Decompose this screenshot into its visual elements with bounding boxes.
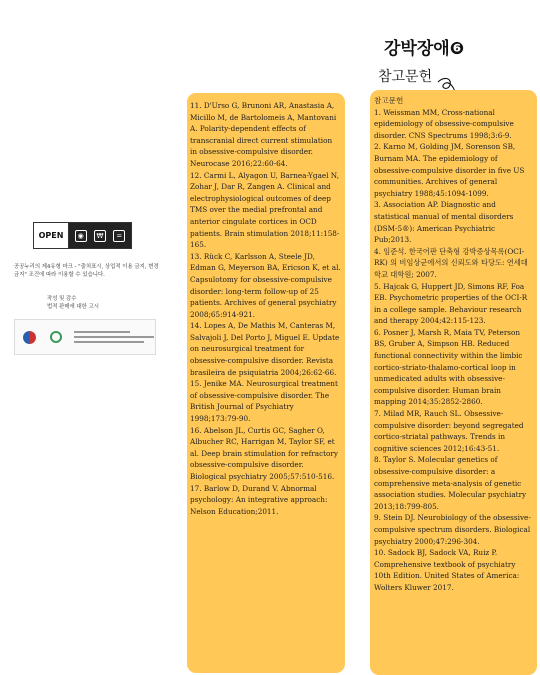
reference-item: 7. Milad MR, Rauch SL. Obsessive-compulsive disorder: beyond segregated cortico-striatal pathways. Trends in cognitive sciences 2012;16:43-51. (374, 409, 524, 453)
reference-item: 12. Carmi L, Alyagon U, Barnea-Ygael N, Zohar J, Dar R, Zangen A. Clinical and electrophysiological outcomes of deep TMS over the medial prefrontal and anterior cingulate cortices in OCD patients. Brain stimulation 2018;11:158-165. (190, 170, 340, 250)
page-title: 강박장애❻ (384, 39, 465, 59)
by-icon: ◉ (75, 230, 87, 242)
reference-item: 15. Jenike MA. Neurosurgical treatment of obsessive-compulsive disorder. The British Journal of Psychiatry 1998;173:79-90. (190, 379, 338, 424)
government-emblem-icon (23, 331, 36, 344)
reference-item: 8. Taylor S. Molecular genetics of obsessive-compulsive disorder: a comprehensive meta-analysis of genetic association studies. Molecular psychiatry 2013;18:799-805. (374, 455, 527, 511)
license-text: 공공누리의 제4유형 마크 - "출처표시, 상업적 이용 금지, 변경 금지" 조건에 따라 이용할 수 있습니다. (14, 264, 159, 278)
institution-seal-icon (50, 331, 62, 343)
kogl-badge (33, 222, 132, 249)
reference-item: 10. Sadock BJ, Sadock VA, Ruiz P. Comprehensive textbook of psychiatry 10th Edition. United States of America: Wolters Kluwer 2017. (374, 548, 520, 592)
references-card-left (187, 93, 345, 673)
nd-icon: = (113, 230, 125, 242)
reference-item: 5. Hajcak G, Huppert JD, Simons RF, Foa EB. Psychometric properties of the OCI-R in a college sample. Behaviour research and therapy 2004;42:115-123. (374, 281, 528, 326)
logo-caption-lines (74, 331, 154, 343)
reference-list-right (374, 107, 534, 594)
reference-item: 1. Weissman MM, Cross-national epidemiology of obsessive-compulsive disorder. CNS Spectrums 1998;3:6-9. (374, 107, 514, 140)
reference-item: 13. Rück C, Karlsson A, Steele JD, Edman G, Meyerson BA, Ericson K, et al. Capsulotomy for obsessive-compulsive disorder: long-term follow-up of 25 patients. Archives of general psychiatry 2008;65:914-921. (190, 251, 341, 319)
reference-item: 17. Barlow D, Durand V. Abnormal psychology: An integrative approach: Nelson Education;2011. (190, 483, 328, 516)
references-card-right (370, 90, 537, 675)
reference-item: 9. Stein DJ. Neurobiology of the obsessive-compulsive spectrum disorders. Biological psychiatry 2000;47:296-304. (374, 513, 531, 546)
reference-item: 4. 임준석. 한국어판 단축형 강박증상목록(OCI-RK) 의 비임상군에서의 신뢰도와 타당도: 연세대학교 대학원; 2007. (374, 246, 528, 279)
open-label: OPEN (34, 223, 69, 248)
license-icons (69, 223, 131, 248)
reference-list-left (190, 100, 341, 517)
references-heading: 참고문헌 (374, 96, 404, 105)
reference-item: 3. Association AP. Diagnostic and statistical manual of mental disorders (DSM-5®): American Psychiatric Pub;2013. (374, 200, 514, 245)
reference-item: 14. Lopes A, De Mathis M, Canteras M, Salvajoli J, Del Porto J, Miguel E. Update on neurosurgical treatment for obsessive-compulsive disorder. Revista brasileira de psiquiatria 2004;26:62-66. (190, 321, 340, 377)
authorship-label: 작성 및 감수 법적 판매에 대한 고시 (47, 296, 100, 310)
institution-logos (14, 319, 156, 355)
page-subtitle: 참고문헌 (378, 69, 433, 85)
license-block (14, 222, 164, 355)
nc-icon: ₩ (94, 230, 106, 242)
reference-item: 11. D'Urso G, Brunoni AR, Anastasia A, Micillo M, de Bartolomeis A, Mantovani A. Polarity-dependent effects of transcranial direct current stimulation in obsessive-compulsive disorder. Neurocase 2016;22:60-64. (190, 101, 337, 168)
reference-item: 16. Abelson JL, Curtis GC, Sagher O, Albucher RC, Harrigan M, Taylor SF, et al. Deep brain stimulation for refractory obsessive-compulsive disorder. Biological psychiatry 2005;57:510-516. (190, 425, 338, 481)
reference-item: 2. Karno M, Golding JM, Sorenson SB, Burnam MA. The epidemiology of obsessive-compulsive disorder in five US communities. Archives of general psychiatry 1988;45:1094-1099. (374, 142, 525, 198)
reference-item: 6. Posner J, Marsh R, Maia TV, Peterson BS, Gruber A, Simpson HB. Reduced functional connectivity within the limbic cortico-striato-thalamo-cortical loop in unmedicated adults with obsessive-compulsive disorder. Human brain mapping 2014;35:2852-2860. (374, 327, 523, 407)
